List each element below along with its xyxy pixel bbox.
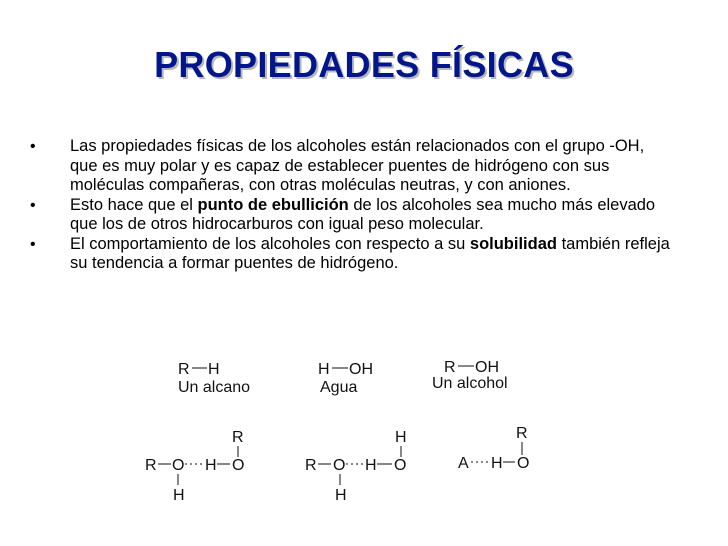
atom-label: H <box>395 429 407 446</box>
atom-label: OH <box>349 361 373 378</box>
molecule-caption: Un alcano <box>178 379 251 396</box>
atom-label: OH <box>475 359 499 376</box>
bullet-text: El comportamiento de los alcoholes con respecto a su <box>70 234 470 253</box>
molecule-alcohol <box>432 359 508 392</box>
atom-label: H <box>208 361 220 378</box>
hydrogen-bond-example-1 <box>145 429 244 504</box>
slide-title: PROPIEDADES FÍSICAS <box>154 44 574 85</box>
atom-label: O <box>232 457 245 474</box>
atom-label: R <box>305 457 317 474</box>
bullet-emphasis: punto de ebullición <box>197 195 349 214</box>
molecule-caption: Un alcohol <box>432 375 508 392</box>
molecule-alcano <box>178 361 250 396</box>
atom-label: H <box>173 487 185 504</box>
atom-label: H <box>318 361 330 378</box>
bullet-emphasis: solubilidad <box>469 234 557 253</box>
atom-label: R <box>232 429 244 446</box>
atom-label: O <box>172 457 185 474</box>
atom-label: O <box>333 457 346 474</box>
hydrogen-bond-example-3 <box>458 425 529 472</box>
atom-label: H <box>205 457 217 474</box>
bullet-text: de los alcoholes sea mucho más elevado que los de otros hidrocarburos con igual peso molecular. <box>70 195 656 233</box>
atom-label: O <box>517 455 530 472</box>
molecule-caption: Agua <box>320 379 358 396</box>
bullet-text: también refleja su tendencia a formar puentes de hidrógeno. <box>70 234 670 272</box>
atom-label: H <box>335 487 347 504</box>
atom-label: H <box>491 455 503 472</box>
atom-label: A <box>458 455 469 472</box>
atom-label: R <box>145 457 157 474</box>
atom-label: O <box>394 457 407 474</box>
atom-label: R <box>178 361 190 378</box>
molecule-agua <box>318 361 373 396</box>
bullet-text: Las propiedades físicas de los alcoholes están relacionados con el grupo -OH, que es muy polar y es capaz de establecer puentes de hidrógeno con sus moléculas compañeras, con otras moléculas neutras, y con aniones. <box>70 137 645 194</box>
hydrogen-bond-example-2 <box>305 429 407 504</box>
atom-label: H <box>365 457 377 474</box>
atom-label: R <box>516 425 528 442</box>
atom-label: R <box>444 359 456 376</box>
bullet-text: Esto hace que el <box>70 195 198 214</box>
